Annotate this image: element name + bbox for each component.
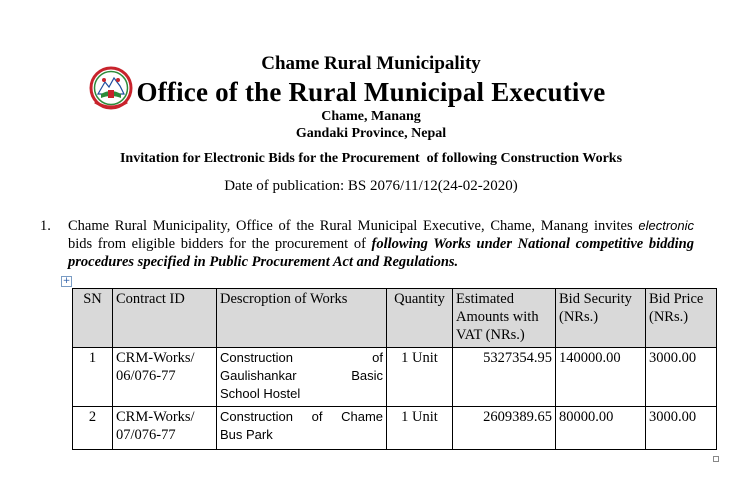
row-description-line: School Hostel bbox=[220, 386, 301, 401]
row-contract-id: CRM-Works/ 06/076-77 bbox=[113, 348, 217, 407]
address-line-2: Gandaki Province, Nepal bbox=[295, 126, 447, 141]
paragraph-text-a: Chame Rural Municipality, Office of the Rural Municipal Executive, Chame, Manang invites bbox=[68, 218, 639, 234]
header-estimated: Estimated Amounts with VAT (NRs.) bbox=[453, 289, 556, 348]
table-row bbox=[73, 348, 717, 407]
row-sn: 1 bbox=[73, 348, 113, 407]
row-bid-price: 3000.00 bbox=[646, 348, 717, 407]
paragraph-text-electronic: electronic bbox=[638, 218, 694, 233]
row-quantity: 1 Unit bbox=[387, 348, 453, 407]
row-bid-security: 80000.00 bbox=[556, 407, 646, 450]
table-header-row bbox=[73, 289, 717, 348]
row-estimated: 5327354.95 bbox=[453, 348, 556, 407]
paragraph-text-emphasis: following Works under National competitive bidding procedures specified in Public Procurement Act and Regulations. bbox=[68, 236, 694, 270]
table-row bbox=[73, 407, 717, 450]
row-description-line: Construction of bbox=[220, 350, 383, 365]
row-bid-price: 3000.00 bbox=[646, 407, 717, 450]
header-bid-price: Bid Price (NRs.) bbox=[646, 289, 717, 348]
paragraph-text bbox=[68, 217, 694, 271]
row-estimated: 2609389.65 bbox=[453, 407, 556, 450]
paragraph-text-c: bids from eligible bidders for the procurement of bbox=[68, 236, 372, 252]
table-resize-handle[interactable] bbox=[713, 456, 719, 462]
row-description-line: Construction of Chame bbox=[220, 409, 383, 424]
header-bid-security: Bid Security (NRs.) bbox=[556, 289, 646, 348]
row-sn: 2 bbox=[73, 407, 113, 450]
header-contract-id: Contract ID bbox=[113, 289, 217, 348]
table-move-handle-icon[interactable]: + bbox=[62, 276, 71, 286]
header-sn: SN bbox=[73, 289, 113, 348]
row-description-line: Bus Park bbox=[220, 427, 273, 442]
header-description: Descroption of Works bbox=[217, 289, 387, 348]
header-quantity: Quantity bbox=[387, 289, 453, 348]
org-name: Chame Rural Municipality bbox=[261, 53, 481, 74]
row-bid-security: 140000.00 bbox=[556, 348, 646, 407]
row-contract-id: CRM-Works/ 07/076-77 bbox=[113, 407, 217, 450]
works-table bbox=[72, 288, 717, 450]
paragraph-number: 1. bbox=[40, 218, 51, 234]
row-description bbox=[217, 407, 387, 450]
publication-date: Date of publication: BS 2076/11/12(24-02-2020) bbox=[224, 178, 518, 194]
address-line-1: Chame, Manang bbox=[321, 109, 421, 124]
office-title: Office of the Rural Municipal Executive bbox=[136, 77, 606, 107]
row-quantity: 1 Unit bbox=[387, 407, 453, 450]
row-description-line: Gaulishankar Basic bbox=[220, 368, 383, 383]
invitation-heading: Invitation for Electronic Bids for the Procurement of following Construction Works bbox=[119, 151, 623, 166]
row-description bbox=[217, 348, 387, 407]
